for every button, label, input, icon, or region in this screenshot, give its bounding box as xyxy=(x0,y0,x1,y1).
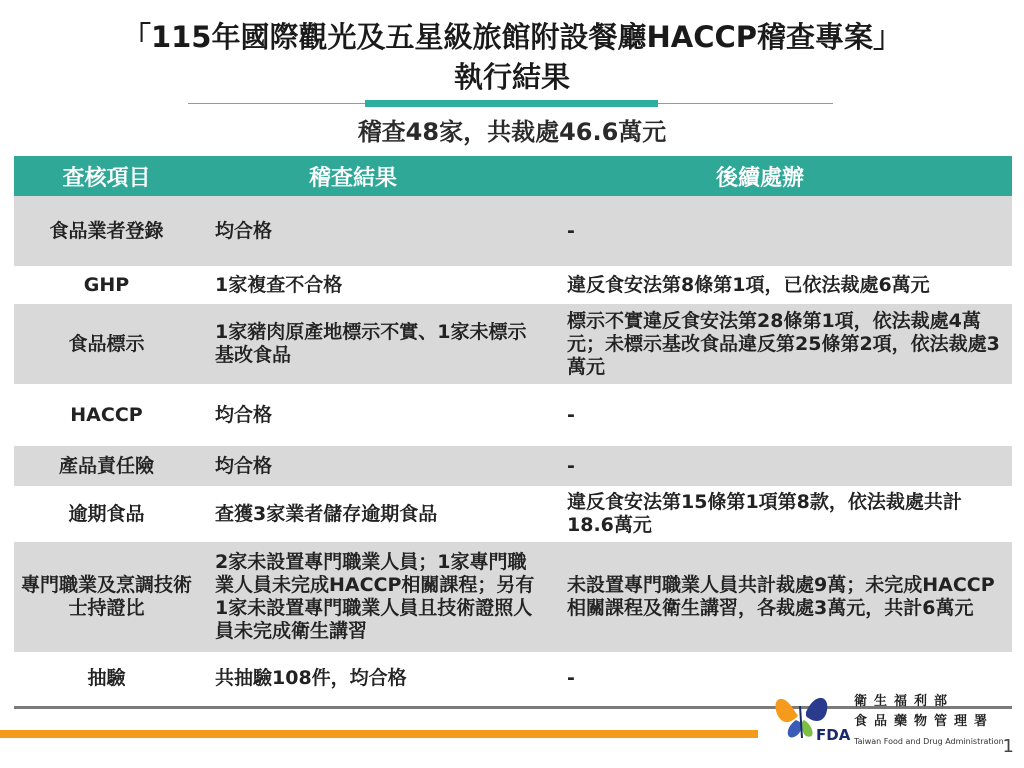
row-item: 專門職業及烹調技術士持證比 xyxy=(14,542,199,652)
header-action: 後續處辦 xyxy=(551,156,1012,196)
row-action: 未設置專門職業人員共計裁處9萬；未完成HACCP相關課程及衛生講習，各裁處3萬元，共計6萬元 xyxy=(551,542,1012,652)
row-action: 違反食安法第15條第1項第8款，依法裁處共計18.6萬元 xyxy=(551,486,1012,542)
table-row xyxy=(14,304,1012,384)
page-title-line1: 「115年國際觀光及五星級旅館附設餐廳HACCP稽查專案」 xyxy=(121,20,903,54)
row-result: 均合格 xyxy=(199,196,551,266)
inspection-results-table xyxy=(14,156,1012,704)
title-divider-accent xyxy=(365,100,658,107)
table-row xyxy=(14,384,1012,446)
logo-agency: 食品藥物管理署 xyxy=(854,714,995,729)
header-item: 查核項目 xyxy=(14,156,199,196)
row-result: 均合格 xyxy=(199,384,551,446)
row-item: HACCP xyxy=(14,384,199,446)
summary-subtitle: 稽查48家，共裁處46.6萬元 xyxy=(357,118,667,146)
page-title-line2: 執行結果 xyxy=(453,60,570,94)
row-action: - xyxy=(551,446,1012,486)
row-item: 食品業者登錄 xyxy=(14,196,199,266)
logo-text-block xyxy=(854,692,1004,752)
row-result: 1家豬肉原產地標示不實、1家未標示基改食品 xyxy=(199,304,551,384)
row-result: 均合格 xyxy=(199,446,551,486)
footer-accent-bar xyxy=(0,730,758,738)
row-action: - xyxy=(551,384,1012,446)
fda-logo xyxy=(772,686,1012,746)
row-item: 抽驗 xyxy=(14,652,199,704)
table-row xyxy=(14,266,1012,304)
table-row xyxy=(14,196,1012,266)
row-item: 逾期食品 xyxy=(14,486,199,542)
page-number: 1 xyxy=(1002,736,1014,757)
row-action: - xyxy=(551,196,1012,266)
fda-abbr: FDA xyxy=(816,726,851,744)
row-action: - xyxy=(551,652,1012,704)
table-row xyxy=(14,486,1012,542)
header-result: 稽查結果 xyxy=(199,156,551,196)
table-row xyxy=(14,542,1012,652)
row-result: 2家未設置專門職業人員；1家專門職業人員未完成HACCP相關課程；另有1家未設置專門職業人員且技術證照人員未完成衛生講習 xyxy=(199,542,551,652)
logo-english: Taiwan Food and Drug Administration xyxy=(854,737,1004,746)
row-result: 1家複查不合格 xyxy=(199,266,551,304)
table-row xyxy=(14,446,1012,486)
row-result: 共抽驗108件，均合格 xyxy=(199,652,551,704)
row-action: 標示不實違反食安法第28條第1項，依法裁處4萬元；未標示基改食品違反第25條第2項，依法裁處3萬元 xyxy=(551,304,1012,384)
table-header-row xyxy=(14,156,1012,196)
row-item: GHP xyxy=(14,266,199,304)
row-action: 違反食安法第8條第1項，已依法裁處6萬元 xyxy=(551,266,1012,304)
row-item: 產品責任險 xyxy=(14,446,199,486)
row-result: 查獲3家業者儲存逾期食品 xyxy=(199,486,551,542)
row-item: 食品標示 xyxy=(14,304,199,384)
logo-ministry: 衛生福利部 xyxy=(854,694,955,709)
